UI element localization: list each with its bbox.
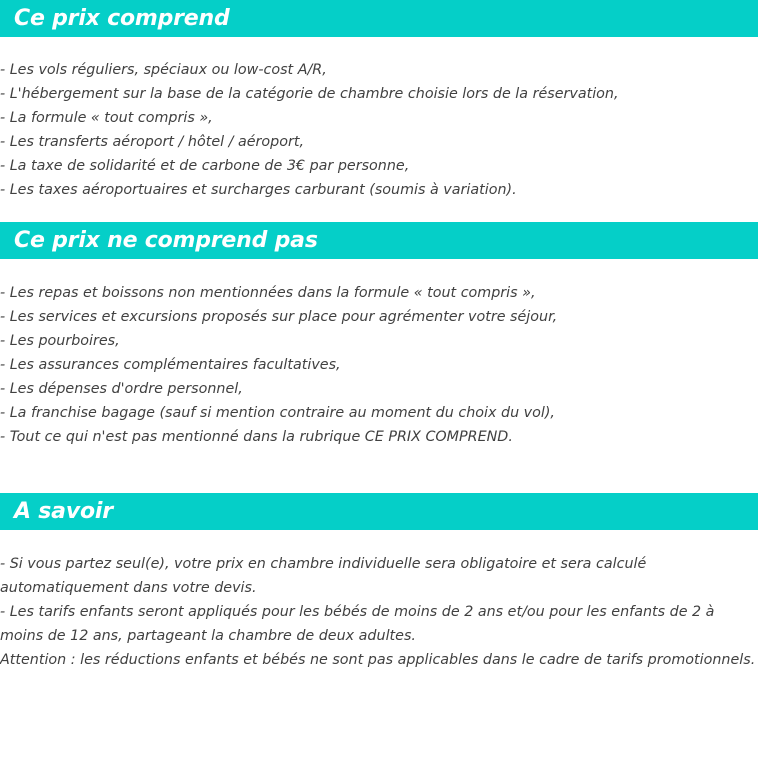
spacer [0, 449, 758, 493]
spacer [0, 672, 758, 720]
list-item: - Si vous partez seul(e), votre prix en chambre individuelle sera obligatoire et sera calculé automatiquement dans votre devis. [0, 556, 647, 596]
note-text: Attention : les réductions enfants et bébés ne sont pas applicables dans le cadre de tarifs promotionnels. [0, 652, 756, 668]
section-body-a-savoir [0, 552, 758, 672]
section-body-ce-prix-comprend [0, 58, 758, 202]
list-item: - Les repas et boissons non mentionnées dans la formule « tout compris », [0, 285, 536, 301]
list-item: - Les taxes aéroportuaires et surcharges carburant (soumis à variation). [0, 182, 517, 198]
section-heading-ce-prix-comprend: Ce prix comprend [0, 0, 758, 37]
section-heading-a-savoir: A savoir [0, 493, 758, 530]
section-body-ce-prix-ne-comprend-pas [0, 281, 758, 449]
list-item: - Les pourboires, [0, 333, 120, 349]
list-item: - Les transferts aéroport / hôtel / aéroport, [0, 134, 305, 150]
spacer [0, 259, 758, 281]
list-item: - La franchise bagage (sauf si mention contraire au moment du choix du vol), [0, 405, 555, 421]
list-item: - Tout ce qui n'est pas mentionné dans la rubrique CE PRIX COMPREND. [0, 429, 513, 445]
list-item: - La taxe de solidarité et de carbone de 3€ par personne, [0, 158, 410, 174]
list-item: - Les vols réguliers, spéciaux ou low-cost A/R, [0, 62, 327, 78]
list-item: - L'hébergement sur la base de la catégorie de chambre choisie lors de la réservation, [0, 86, 619, 102]
section-heading-ce-prix-ne-comprend-pas: Ce prix ne comprend pas [0, 222, 758, 259]
list-item: - Les dépenses d'ordre personnel, [0, 381, 243, 397]
spacer [0, 530, 758, 552]
list-item: - Les assurances complémentaires facultatives, [0, 357, 341, 373]
list-item: - Les tarifs enfants seront appliqués pour les bébés de moins de 2 ans et/ou pour les enfants de 2 à moins de 12 ans, partageant la chambre de deux adultes. [0, 604, 715, 644]
list-item: - La formule « tout compris », [0, 110, 213, 126]
spacer [0, 37, 758, 58]
list-item: - Les services et excursions proposés sur place pour agrémenter votre séjour, [0, 309, 558, 325]
spacer [0, 202, 758, 222]
